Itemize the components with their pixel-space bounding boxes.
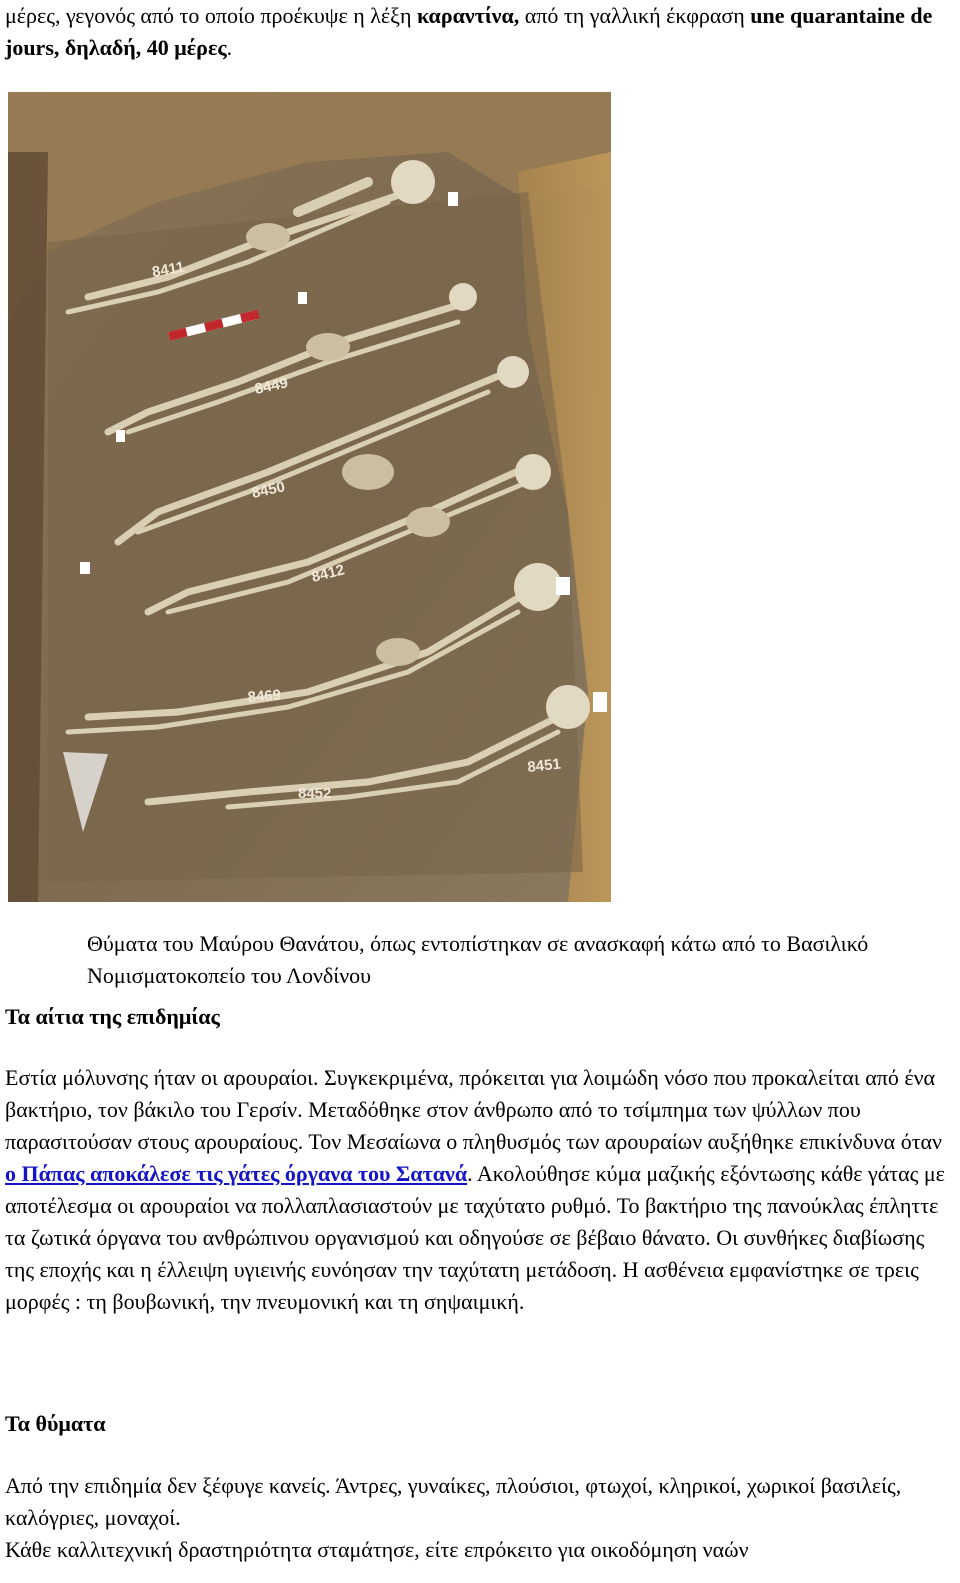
intro-bold-quarantaine: une quarantaine de jours, δηλαδή, 40 μέρες bbox=[5, 3, 933, 60]
intro-bold-karantina: καραντίνα, bbox=[416, 3, 520, 28]
excavation-photo bbox=[8, 92, 611, 902]
victims-text: Από την επιδημία δεν ξέφυγε κανείς. Άντρες, γυναίκες, πλούσιοι, φτωχοί, κληρικοί, χωρικοί βασιλείς, καλόγριες, μοναχοί. bbox=[5, 1473, 902, 1530]
causes-paragraph bbox=[5, 1062, 952, 1318]
victims-text-2: Κάθε καλλιτεχνική δραστηριότητα σταμάτησε, είτε επρόκειτο για οικοδόμηση ναών bbox=[5, 1537, 749, 1562]
pope-cats-link[interactable]: ο Πάπας αποκάλεσε τις γάτες όργανα του Σατανά bbox=[5, 1161, 468, 1186]
causes-text: Εστία μόλυνσης ήταν οι αρουραίοι. Συγκεκριμένα, πρόκειται για λοιμώδη νόσο που προκαλείται από ένα βακτήριο, τον βάκιλο του Γερσίν. Μεταδόθηκε στον άνθρωπο από το τσίμπημα των ψύλλων που παρασιτούσαν στους αρουραίους. Τον Μεσαίωνα ο πληθυσμός των αρουραίων αυξήθηκε επικίνδυνα όταν bbox=[5, 1065, 943, 1154]
burial-label: 8469 bbox=[247, 686, 282, 706]
victims-paragraph bbox=[5, 1470, 952, 1566]
figure-caption: Θύματα του Μαύρου Θανάτου, όπως εντοπίστηκαν σε ανασκαφή κάτω από το Βασιλικό Νομισματοκοπείο του Λονδίνου bbox=[87, 931, 869, 988]
intro-text-2: από τη γαλλική έκφραση bbox=[519, 3, 751, 28]
skeletons-illustration bbox=[8, 92, 611, 902]
burial-label: 8411 bbox=[150, 258, 186, 281]
burial-label: 8449 bbox=[253, 374, 290, 398]
burial-label: 8451 bbox=[526, 755, 562, 776]
heading-causes: Τα αίτια της επιδημίας bbox=[5, 1004, 220, 1029]
heading-victims: Τα θύματα bbox=[5, 1411, 106, 1436]
intro-paragraph bbox=[5, 0, 952, 64]
intro-period: . bbox=[226, 35, 233, 60]
burial-label: 8412 bbox=[309, 561, 347, 586]
causes-text-2: . Ακολούθησε κύμα μαζικής εξόντωσης κάθε γάτας με αποτέλεσμα οι αρουραίοι να πολλαπλασιαστούν με ταχύτατο ρυθμό. Το βακτήριο της πανούκλας έπληττε τα ζωτικά όργανα του ανθρώπινου οργανισμού και οδηγούσε σε βέβαιο θάνατο. Οι συνθήκες διαβίωσης της εποχής και η έλλειψη υγιεινής ευνόησαν την ταχύτατη μετάδοση. Η ασθένεια εμφανίστηκε σε τρεις μορφές : τη βουβωνική, την πνευμονική και τη σηψαιμική. bbox=[5, 1161, 945, 1314]
burial-label: 8452 bbox=[298, 785, 332, 802]
intro-text: μέρες, γεγονός από το οποίο προέκυψε η λέξη bbox=[5, 3, 417, 28]
burial-label: 8450 bbox=[250, 478, 287, 502]
